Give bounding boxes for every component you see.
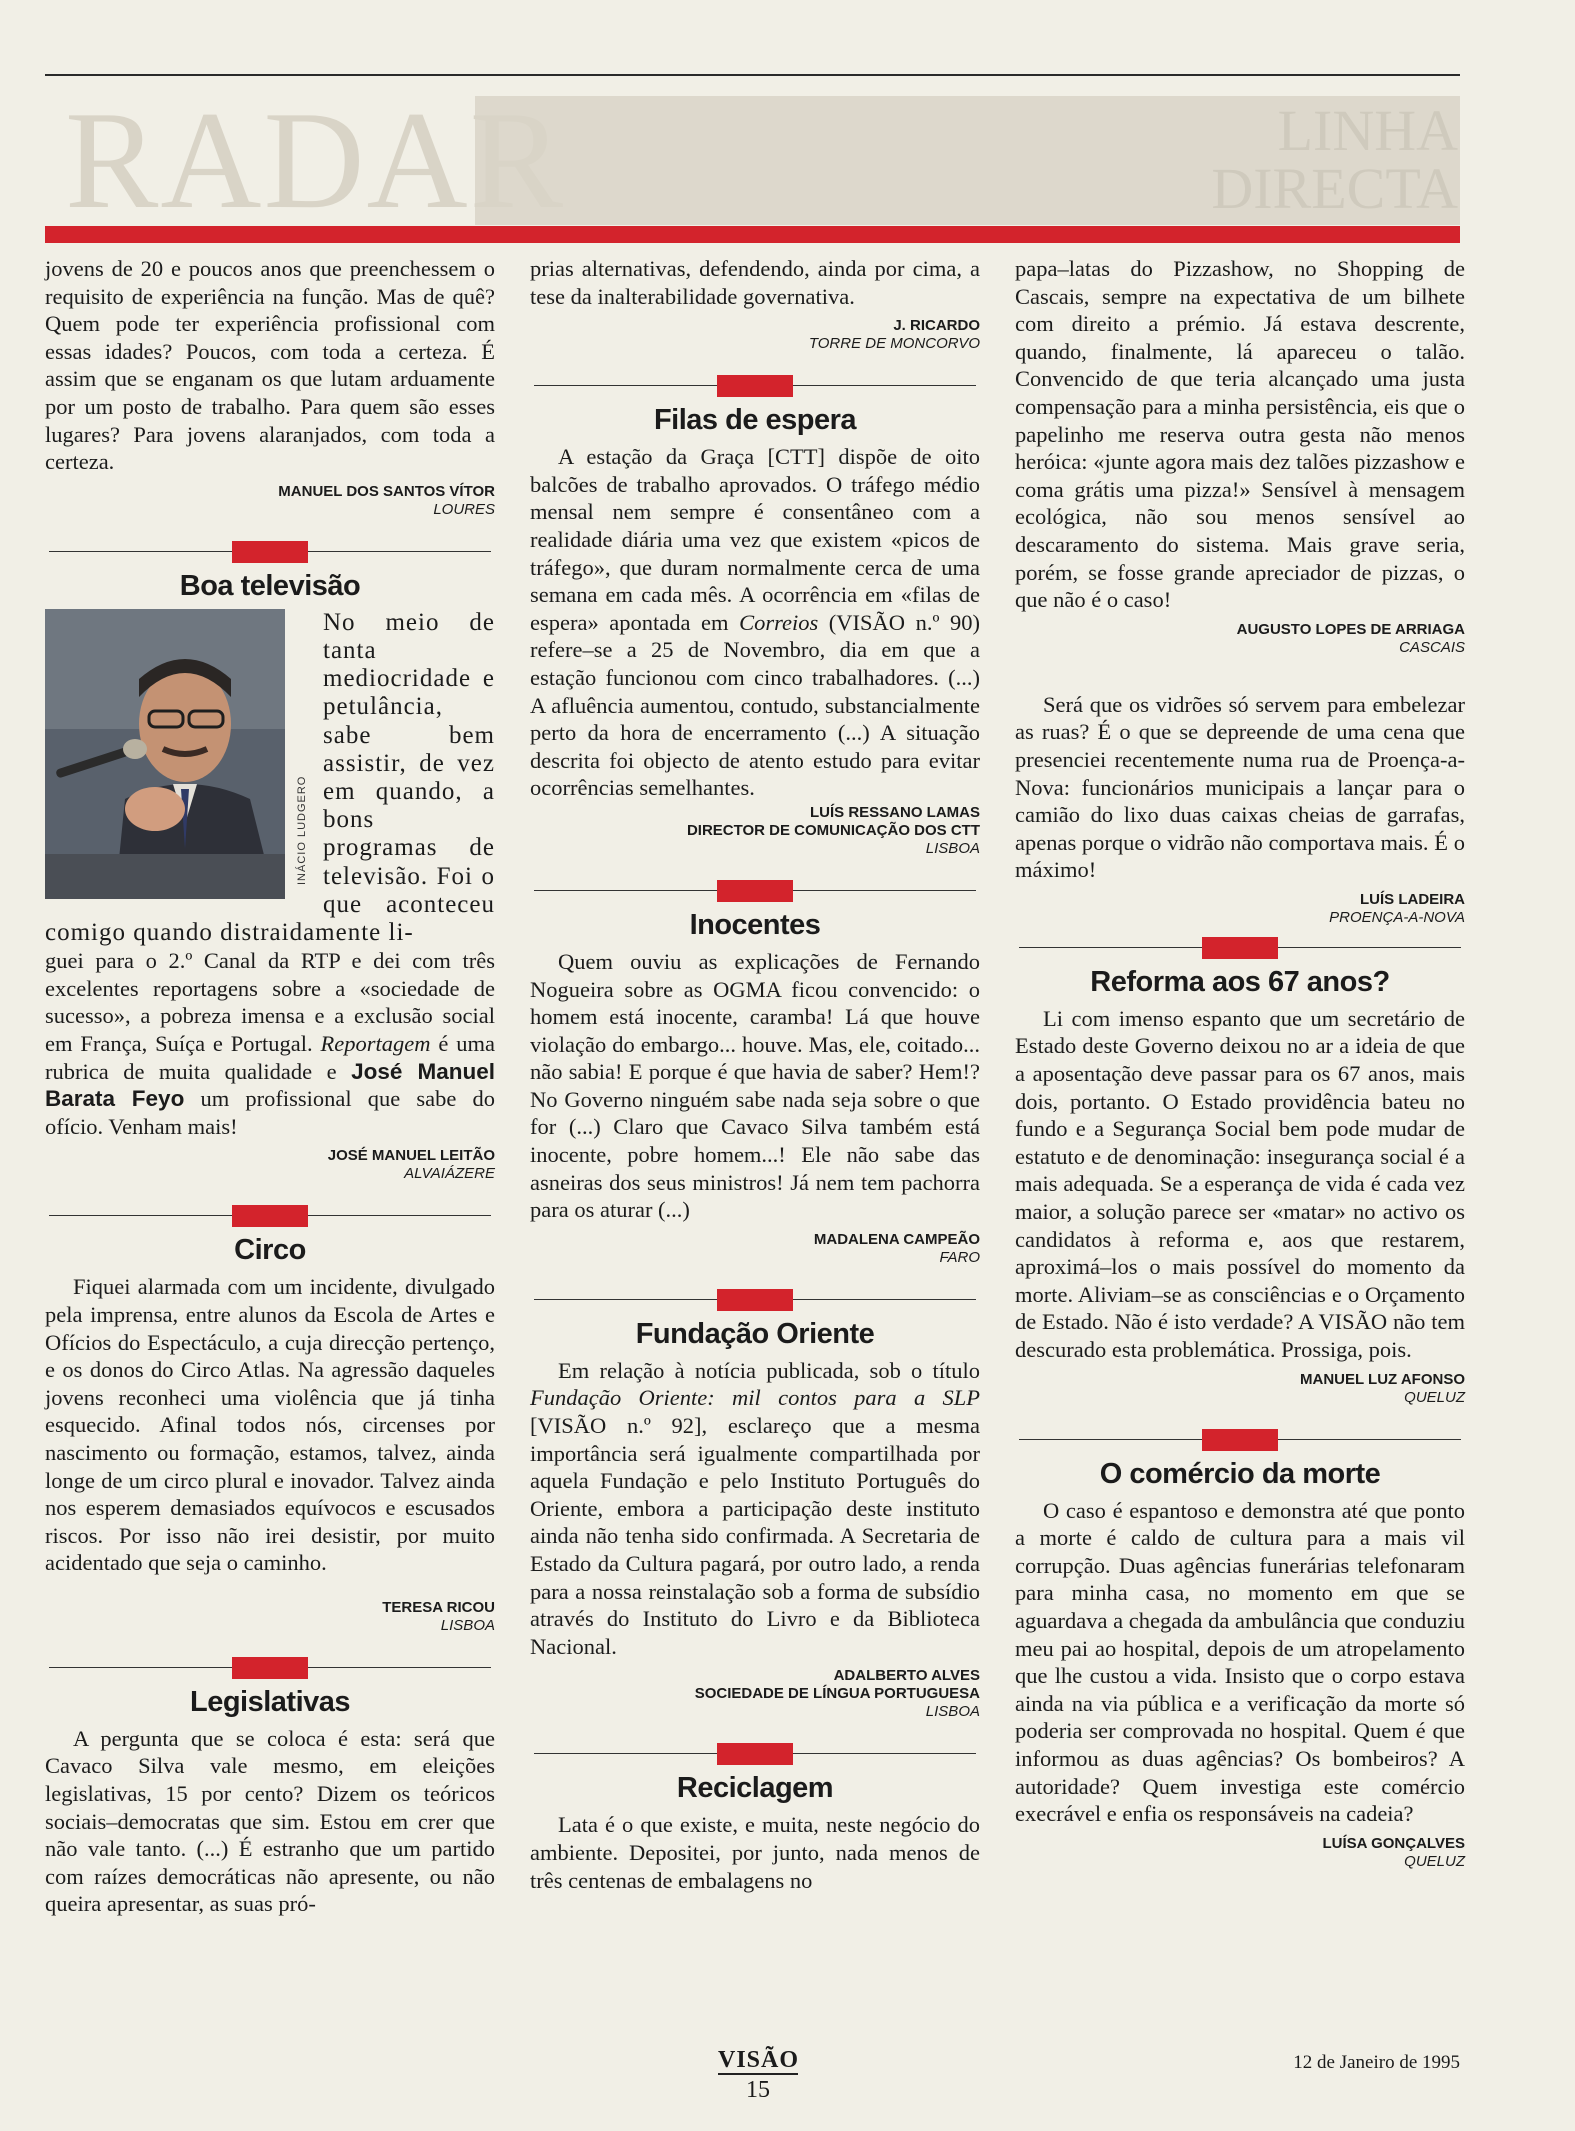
letter-signature [45,1599,495,1635]
letter-signature [1015,621,1465,657]
author-place: ALVAIÁZERE [404,1165,495,1183]
letter-signature [530,804,980,858]
letter-title: Fundação Oriente [635,1317,875,1350]
author-name: TERESA RICOU [382,1598,495,1616]
author-name: AUGUSTO LOPES DE ARRIAGA [1236,620,1465,638]
letter-text: Quem ouviu as explicações de Fernando Nogueira sobre as OGMA ficou convencido: o homem está inocente, caramba! Lá que houve violação do embargo... houve. Mas, ele, coitado... não sabia! E porque é que havia de saber? Hem!? No Governo ninguém sabe nada seja sobre o que for (...) Claro que Cavaco Silva também está inocente, pobre homem...! Ele não sabe das asneiras dos seus ministros! Já nem tem pachorra para os aturar (...) [530,948,980,1223]
letter-signature [45,483,495,519]
section-header-band [45,80,1460,225]
letter-title: Filas de espera [653,404,857,437]
author-place: LOURES [433,500,495,518]
letter-text: jovens de 20 e poucos anos que preenchessem o requisito de experiência na função. Mas de quê? Quem pode ter experiência profissional com essas idades? Poucos, com toda a certeza. É assim que se enganam os que lutam arduamente por um posto de trabalho. Para quem são esses lugares? Para jovens alaranjados, com toda a certeza. [45,256,495,475]
top-rule [45,74,1460,76]
letter-body-with-photo [45,609,495,947]
letter-signature [1015,1835,1465,1871]
man-with-microphone-image [45,609,285,899]
author-role: DIRECTOR DE COMUNICAÇÃO DOS CTT [686,821,980,839]
magazine-logo: VISÃO [718,2047,800,2073]
page-number: 15 [746,2077,770,2103]
letter-separator [45,537,495,563]
photo-credit [288,615,312,885]
author-place: LISBOA [925,1703,980,1721]
author-name: LUÍS LADEIRA [1360,890,1465,908]
letter-text: papa–latas do Pizzashow, no Shopping de Cascais, sempre na expectativa de um bilhete com direito a prémio. Já estava descrente, quando, finalmente, lá apareceu o talão. Convencido de que teria alcançado uma justa compensação para a minha persistência, eis que o papelinho me reserva outra gesta não menos heróica: «junte agora mais dez talões pizzashow e coma grátis uma pizza!» Sensível à mensagem ecológica, não sou menos sensível ao descaramento do sistema. Mais grave seria, porém, se fosse grande apreciador de pizzas, o que não é o caso! [1015,256,1465,613]
text-run: é uma rubrica de muita qualidade e [45,1030,495,1084]
text-run: A estação da Graça [CTT] dispõe de oito balcões de trabalho aprovados. O tráfego médio mensal nem sempre é consentâneo com a realidade diária uma vez que existem «picos de tráfego», que duram normalmente cerca de uma semana em cada mês. A ocorrência em «filas de espera» apontada em [530,444,980,635]
author-name: J. RICARDO [893,317,980,335]
red-header-bar [45,226,1460,243]
author-name: MANUEL DOS SANTOS VÍTOR [278,482,495,500]
letter-separator [1015,1425,1465,1451]
section-title-ghost: RADAR [65,83,566,225]
letter-title: O comércio da morte [1099,1457,1381,1490]
article-reference: Correios [739,609,819,635]
author-name: ADALBERTO ALVES [833,1667,980,1685]
photo-credit-text: INÁCIO LUDGERO [296,775,308,885]
letter-signature [530,1667,980,1721]
letter-text: Fiquei alarmada com um incidente, divulgado pela imprensa, entre alunos da Escola de Artes e Ofícios do Espectáculo, a cuja direcção pertenço, e os donos do Circo Atlas. Na agressão daqueles jovens reconheci uma violência que já tinha esquecido. Afinal todos nós, circenses por nascimento ou formação, estamos, talvez, ainda longe de um circo plural e inovador. Talvez ainda nos esperem demasiados equívocos e escusados riscos. Por isso não irei desistir, por muito acidentado que seja o caminho. [45,1274,495,1576]
letter-title: Boa televisão [179,569,361,602]
author-name: JOSÉ MANUEL LEITÃO [327,1147,495,1165]
letter-separator [1015,933,1465,959]
letter-text [530,443,980,802]
page-footer [718,2047,798,2105]
letter-title: Circo [234,1234,306,1267]
letter-text: Lata é o que existe, e muita, neste negócio do ambiente. Depositei, por junto, nada menos de três centenas de embalagens no [530,1812,980,1893]
author-place: LISBOA [440,1616,495,1634]
text-run: Em relação à notícia publicada, sob o título [558,1357,980,1383]
column-1 [45,255,495,1918]
letter-separator [45,1653,495,1679]
letter-text-beside-photo: No meio de tanta mediocridade e petulância, sabe bem assistir, de vez em quando, a bons programas de televisão. Foi o que aconteceu comigo quando distraidamente li- [45,608,495,946]
letter-text [530,1357,980,1661]
text-run: [VISÃO n.º 92], esclareço que a mesma importância será igualmente compartilhada por aquela Fundação e pelo Instituto Português do Oriente, embora a participação deste instituto ainda não tenha sido confirmada. A Secretaria de Estado da Cultura pagará, por outro lado, a renda para a nossa reinstalação sob a forma de subsídio através do Instituto do Livro e da Biblioteca Nacional. [530,1413,980,1659]
letter-text: A pergunta que se coloca é esta: será que Cavaco Silva vale mesmo, em eleições legislativas, 15 por cento? Dizem os teóricos sociais–democratas que sim. Estou em crer que não vale tanto. (...) É estranho que um partido com raízes democráticas não apresente, ou não queira apresentar, as suas pró- [45,1725,495,1917]
article-reference: Fundação Oriente: mil contos para a SLP [530,1385,980,1411]
author-place: PROENÇA-A-NOVA [1329,908,1465,926]
ghost-line-1: LINHA [1277,98,1458,163]
photo-block [45,609,313,899]
column-3 [1015,255,1465,1871]
letter-separator [530,1739,980,1765]
ghost-line-2: DIRECTA [1211,156,1458,221]
letter-title: Inocentes [689,908,821,941]
letter-text: Será que os vidrões só servem para embelezar as ruas? É o que se depreende de uma cena que presenciei recentemente numa rua de Proença-a-Nova: funcionários municipais a lançar para o camião do lixo duas caixas cheias de garrafas, apenas porque o vidrão não comportava mais. É o máximo! [1015,691,1465,883]
author-name: LUÍS RESSANO LAMAS [809,803,980,821]
letter-separator [530,876,980,902]
author-name: MADALENA CAMPEÃO [813,1230,980,1248]
text-run: um profissional que sabe do ofício. Venham mais! [45,1086,495,1139]
letter-separator [45,1201,495,1227]
letter-title: Reciclagem [676,1772,834,1805]
author-place: LISBOA [925,839,980,857]
letter-title: Legislativas [189,1685,351,1718]
letter-signature [530,1231,980,1267]
letter-signature [1015,1371,1465,1407]
letter-separator [530,1285,980,1311]
author-name: LUÍSA GONÇALVES [1322,1834,1465,1852]
letter-signature [530,317,980,353]
letter-text: Li com imenso espanto que um secretário de Estado deste Governo deixou no ar a ideia de que a aposentação deve passar para os 67 anos, mais dois, portanto. O Estado providência bateu no fundo e a Segurança Social bem pode mudar de estatuto e de denominação: insegurança social é a mais adequada. Se a esperança de vida é cada vez maior, a solução parece ser «matar» no activo os candidatos à reforma e, aos que restarem, aproximá–los o mais possível do momento da morte. Aliviam–se as consciências e o Orçamento de Estado. Não é isto verdade? A VISÃO não tem descurado esta problemática. Prossiga, pois. [1015,1005,1465,1362]
letter-separator [530,371,980,397]
issue-date: 12 de Janeiro de 1995 [1293,2052,1460,2073]
author-place: QUELUZ [1404,1388,1465,1406]
program-name: Reportagem [320,1030,431,1056]
letter-signature [45,1147,495,1183]
text-run: guei para o 2.º Canal da RTP e dei com três excelentes reportagens sobre a «sociedade de sucesso», a pobreza imensa e a exclusão social em França, Suíça e Portugal. [45,948,495,1056]
letter-signature [1015,891,1465,927]
letter-text-continued [45,947,495,1140]
letter-title: Reforma aos 67 anos? [1090,965,1390,998]
author-place: FARO [939,1248,980,1266]
author-photo [45,609,285,899]
letter-text: O caso é espantoso e demonstra até que ponto a morte é caldo de cultura para a mais vil corrupção. Duas agências funerárias telefonaram para minha casa, no momento em que se aguardava a chegada da ambulância que conduziu meu pai ao hospital, depois de um atropelamento que lhe custou a vida. Insisto que o corpo estava ainda na via pública e a verificação da morte só poderia ser comprovada no hospital. Quem é que informou as duas agências? Os bombeiros? A autoridade? Quem investiga este comércio execrável e enfia os responsáveis na cadeia? [1015,1497,1465,1827]
letter-text: prias alternativas, defendendo, ainda por cima, a tese da inalterabilidade governativa. [530,256,980,309]
author-place: QUELUZ [1404,1852,1465,1870]
author-role: SOCIEDADE DE LÍNGUA PORTUGUESA [694,1685,980,1703]
author-place: CASCAIS [1399,638,1465,656]
journalist-name: José Manuel Barata Feyo [45,1058,496,1112]
text-run: (VISÃO n.º 90) refere–se a 25 de Novembro, dia em que a estação funcionou com cinco trabalhadores. (...) A afluência aumentou, contudo, substancialmente perto da hora de encerramento (...) A situação descrita foi objecto de atento estudo para evitar ocorrências semelhantes. [530,609,980,801]
author-name: MANUEL LUZ AFONSO [1300,1370,1465,1388]
column-2 [530,255,980,1894]
author-place: TORRE DE MONCORVO [808,335,980,353]
section-subtitle-ghost [1211,98,1458,221]
